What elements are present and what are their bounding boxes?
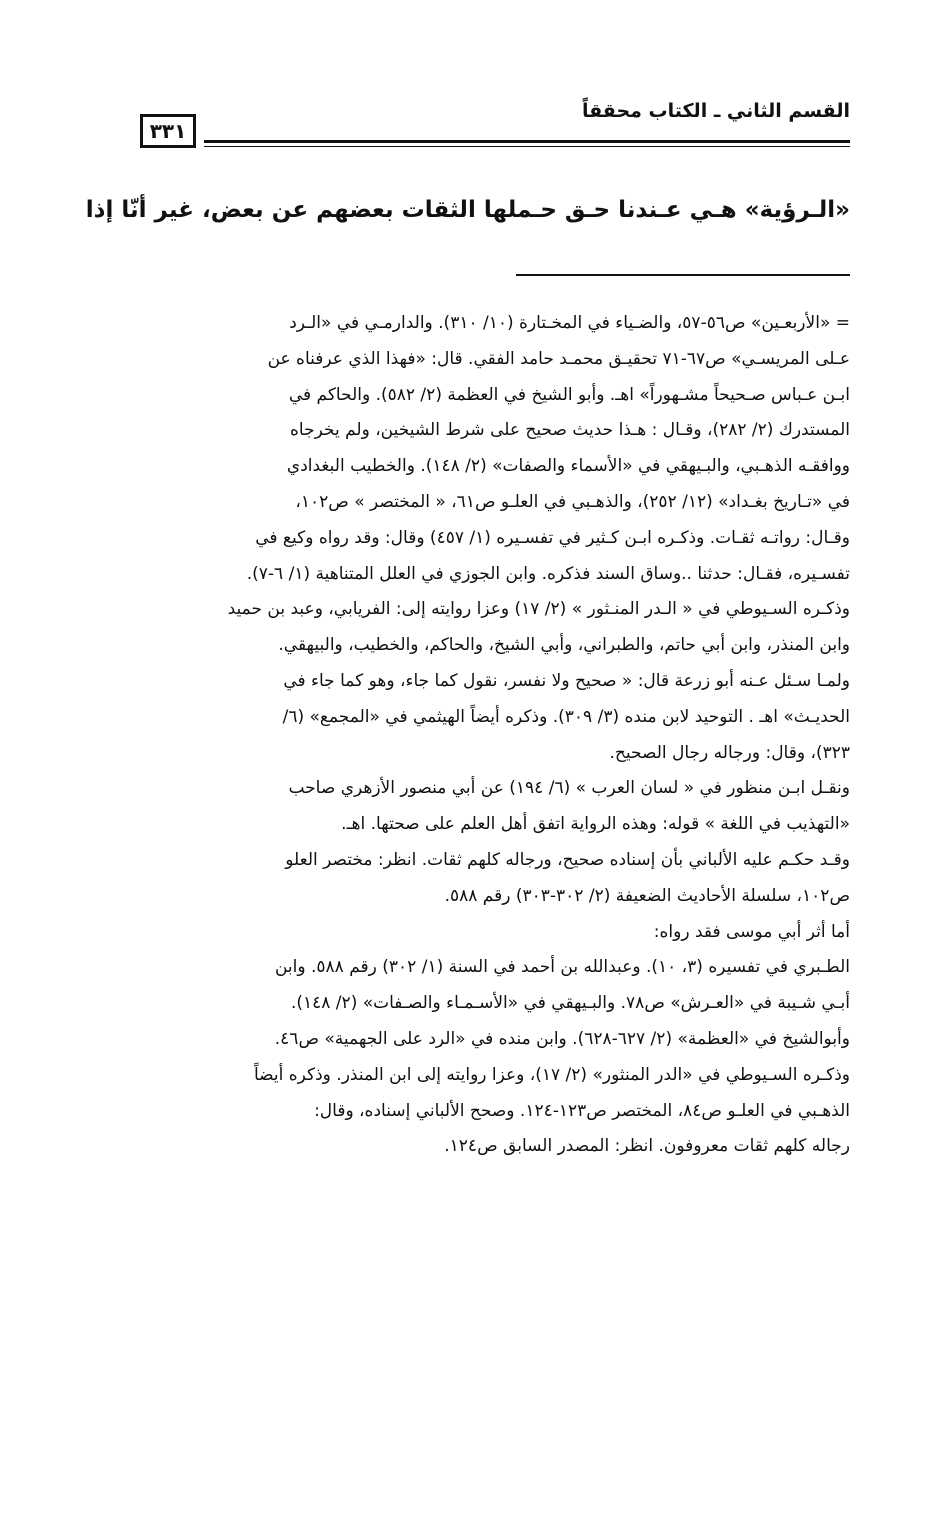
footnote-line: = «الأربعـين» ص٥٦-٥٧، والضـياء في المخـتارة (١٠/ ٣١٠). والدارمـي في «الـرد <box>289 313 850 333</box>
footnote-line: المستدرك (٢/ ٢٨٢)، وقـال : هـذا حديث صحيح على شرط الشيخين، ولم يخرجاه <box>290 420 850 441</box>
page-header <box>140 100 850 150</box>
footnote-separator <box>516 274 850 276</box>
footnote-line: وابن المنذر، وابن أبي حاتم، والطبراني، وأبي الشيخ، والحاكم، والخطيب، والبيهقي. <box>278 635 850 656</box>
running-header-title: القسم الثاني ـ الكتاب محققاً <box>581 100 850 122</box>
footnote-line: في «تـاريخ بغـداد» (١٢/ ٢٥٢)، والذهـبي في العلـو ص٦١، « المختصر » ص١٠٢، <box>295 491 850 512</box>
footnote-line: وذكـره السـيوطي في « الـدر المنـثور » (٢/ ١٧) وعزا روايته إلى: الفريابي، وعبد بن حميد <box>227 599 850 620</box>
footnote-line: الذهـبي في العلـو ص٨٤، المختصر ص١٢٣-١٢٤. وصحح الألباني إسناده، وقال: <box>314 1100 850 1121</box>
footnote-line: أما أثر أبي موسى فقد رواه: <box>653 921 850 942</box>
footnote-line: وقـد حكـم عليه الألباني بأن إسناده صحيح، ورجاله كلهم ثقات. انظر: مختصر العلو <box>285 849 850 870</box>
footnote-line: وذكـره السـيوطي في «الدر المنثور» (٢/ ١٧)، وعزا روايته إلى ابن المنذر. وذكره أيضاً <box>253 1064 850 1085</box>
header-rule-thick <box>204 140 850 143</box>
footnote-line: وأبوالشيخ في «العظمة» (٢/ ٦٢٧-٦٢٨). وابن منده في «الرد على الجهمية» ص٤٦. <box>274 1028 850 1049</box>
footnote-line: الطـبري في تفسيره (٣، ١٠). وعبدالله بن أحمد في السنة (١/ ٣٠٢) رقم ٥٨٨. وابن <box>274 957 850 978</box>
footnote-line: «التهذيب في اللغة » قوله: وهذه الرواية اتفق أهل العلم على صحتها. اهـ. <box>341 814 850 835</box>
footnote-line: ووافقـه الذهـبي، والبـيهقي في «الأسماء والصفات» (٢/ ١٤٨). والخطيب البغدادي <box>286 456 850 477</box>
footnote-line: عـلى المريسـي» ص٦٧-٧١ تحقيـق محمـد حامد الفقي. قال: «فهذا الذي عرفناه عن <box>267 348 850 369</box>
footnote-line: ص١٠٢، سلسلة الأحاديث الضعيفة (٢/ ٣٠٢-٣٠٣) رقم ٥٨٨. <box>444 885 850 906</box>
footnote-line: ونقـل ابـن منظور في « لسان العرب » (٦/ ١٩٤) عن أبي منصور الأزهري صاحب <box>288 778 850 799</box>
footnote-line: ٣٢٣)، وقال: ورجاله رجال الصحيح. <box>609 742 850 763</box>
main-text-line: «الـرؤية» هـي عـندنا حـق حـملها الثقات بعضهم عن بعض، غير أنّا إذا <box>85 197 850 223</box>
footnote-line: وقـال: رواتـه ثقـات. وذكـره ابـن كـثير في تفسـيره (١/ ٤٥٧) وقال: وقد رواه وكيع في <box>255 527 850 548</box>
footnote-line: ولمـا سـئل عـنه أبو زرعة قال: « صحيح ولا نفسر، نقول كما جاء، وهو كما جاء في <box>283 670 850 691</box>
footnote-line: أبـي شـيبة في «العـرش» ص٧٨. والبـيهقي في «الأسـمـاء والصـفات» (٢/ ١٤٨). <box>290 993 850 1014</box>
header-rule-thin <box>204 146 850 147</box>
footnote-line: ابـن عـباس صـحيحاً مشـهوراً» اهـ. وأبو الشيخ في العظمة (٢/ ٥٨٢). والحاكم في <box>288 384 850 405</box>
footnote-line: تفسـيره، فقـال: حدثنا ..وساق السند فذكره. وابن الجوزي في العلل المتناهية (١/ ٦-٧). <box>246 563 850 584</box>
footnote-line: الحديـث» اهـ . التوحيد لابن منده (٣/ ٣٠٩). وذكره أيضاً الهيثمي في «المجمع» (٦/ <box>282 706 850 727</box>
footnote-line: رجاله كلهم ثقات معروفون. انظر: المصدر السابق ص١٢٤. <box>444 1136 850 1157</box>
page-number: ٣٣١ <box>140 114 196 148</box>
footnotes <box>134 306 850 1165</box>
